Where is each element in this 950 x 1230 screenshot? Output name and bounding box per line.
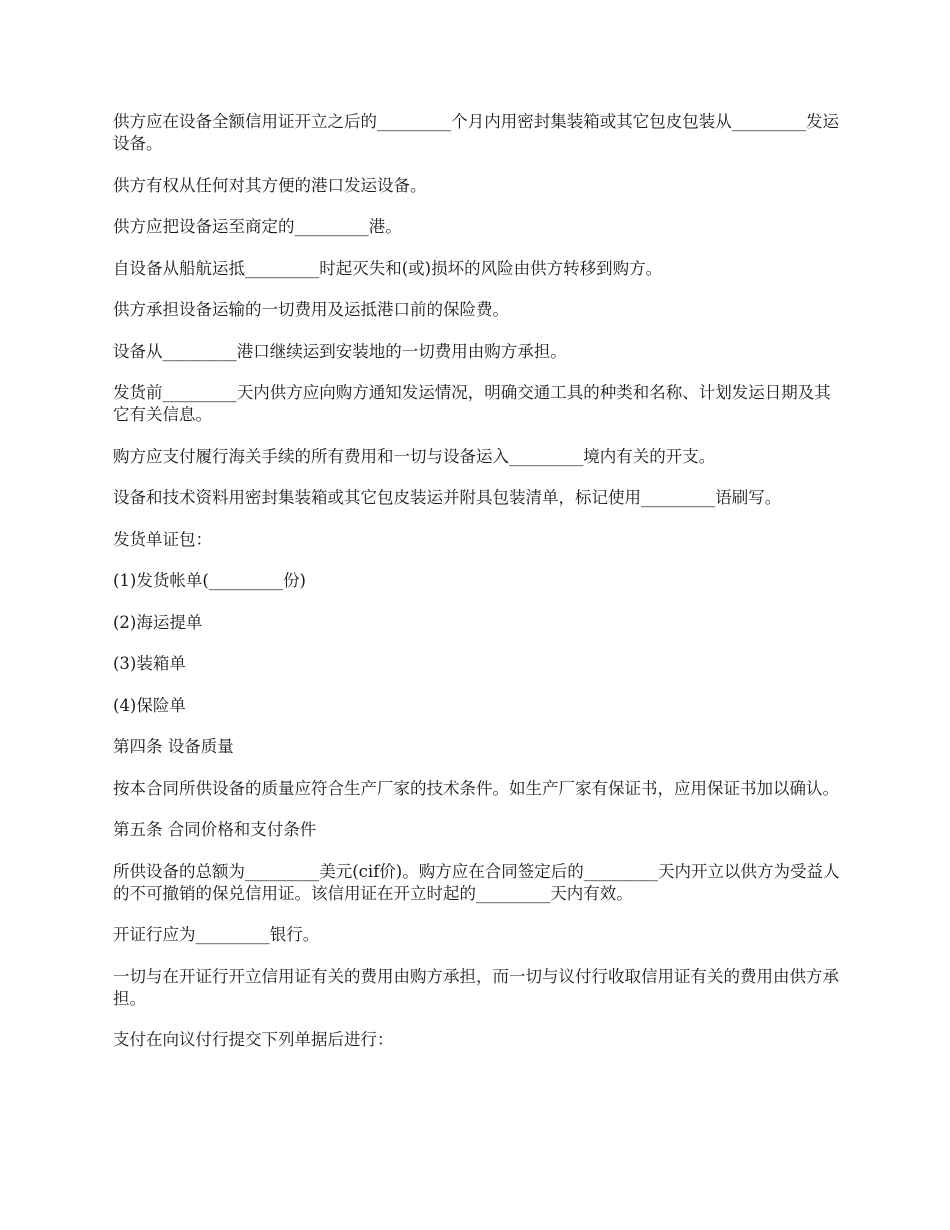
section-heading-quality: 第四条 设备质量: [113, 737, 234, 756]
paragraph-total-amount: 所供设备的总额为_________美元(cif价)。购方应在合同签定后的_________天内开立以供方为受益人的不可撤销的保兑信用证。该信用证在开立时起的_________天内有效。: [113, 861, 840, 903]
paragraph-shipping-documents: 发货单证包：: [113, 529, 212, 549]
section-heading-price-payment: 第五条 合同价格和支付条件: [113, 820, 317, 839]
paragraph-destination-port: 供方应把设备运至商定的_________港。: [113, 217, 402, 236]
document-body: [113, 111, 841, 1071]
paragraph-shipping-notice: 发货前_________天内供方应向购方通知发运情况，明确交通工具的种类和名称、计划发运日期及其它有关信息。: [113, 383, 831, 424]
paragraph-payment-documents: 支付在向议付行提交下列单据后进行：: [113, 1030, 394, 1049]
paragraph-port-choice: 供方有权从任何对其方便的港口发运设备。: [113, 175, 427, 195]
paragraph-quality-terms: 按本合同所供设备的质量应符合生产厂家的技术条件。如生产厂家有保证书，应用保证书加以确认。: [113, 778, 839, 798]
list-item-insurance-policy: (4)保险单: [113, 695, 186, 715]
paragraph-risk-transfer: 自设备从船航运抵_________时起灭失和(或)损坏的风险由供方转移到购方。: [113, 258, 663, 278]
paragraph-onward-transport: 设备从_________港口继续运到安装地的一切费用由购方承担。: [113, 341, 567, 361]
list-item-invoice: (1)发货帐单(_________份): [113, 571, 306, 590]
list-item-packing-list: (3)装箱单: [113, 654, 186, 673]
paragraph-shipping-time: 供方应在设备全额信用证开立之后的_________个月内用密封集装箱或其它包皮包装从_________发运设备。: [113, 112, 839, 153]
paragraph-issuing-bank: 开证行应为_________银行。: [113, 925, 320, 944]
list-item-bill-of-lading: (2)海运提单: [113, 612, 203, 632]
paragraph-packing-marking: 设备和技术资料用密封集装箱或其它包皮装运并附具包装清单，标记使用_________语刷写。: [113, 488, 782, 507]
paragraph-customs-costs: 购方应支付履行海关手续的所有费用和一切与设备运入_________境内有关的开支。: [113, 446, 716, 466]
paragraph-bank-fees: 一切与在开证行开立信用证有关的费用由购方承担，而一切与议付行收取信用证有关的费用由供方承担。: [113, 966, 839, 1008]
paragraph-transport-costs: 供方承担设备运输的一切费用及运抵港口前的保险费。: [113, 300, 509, 319]
